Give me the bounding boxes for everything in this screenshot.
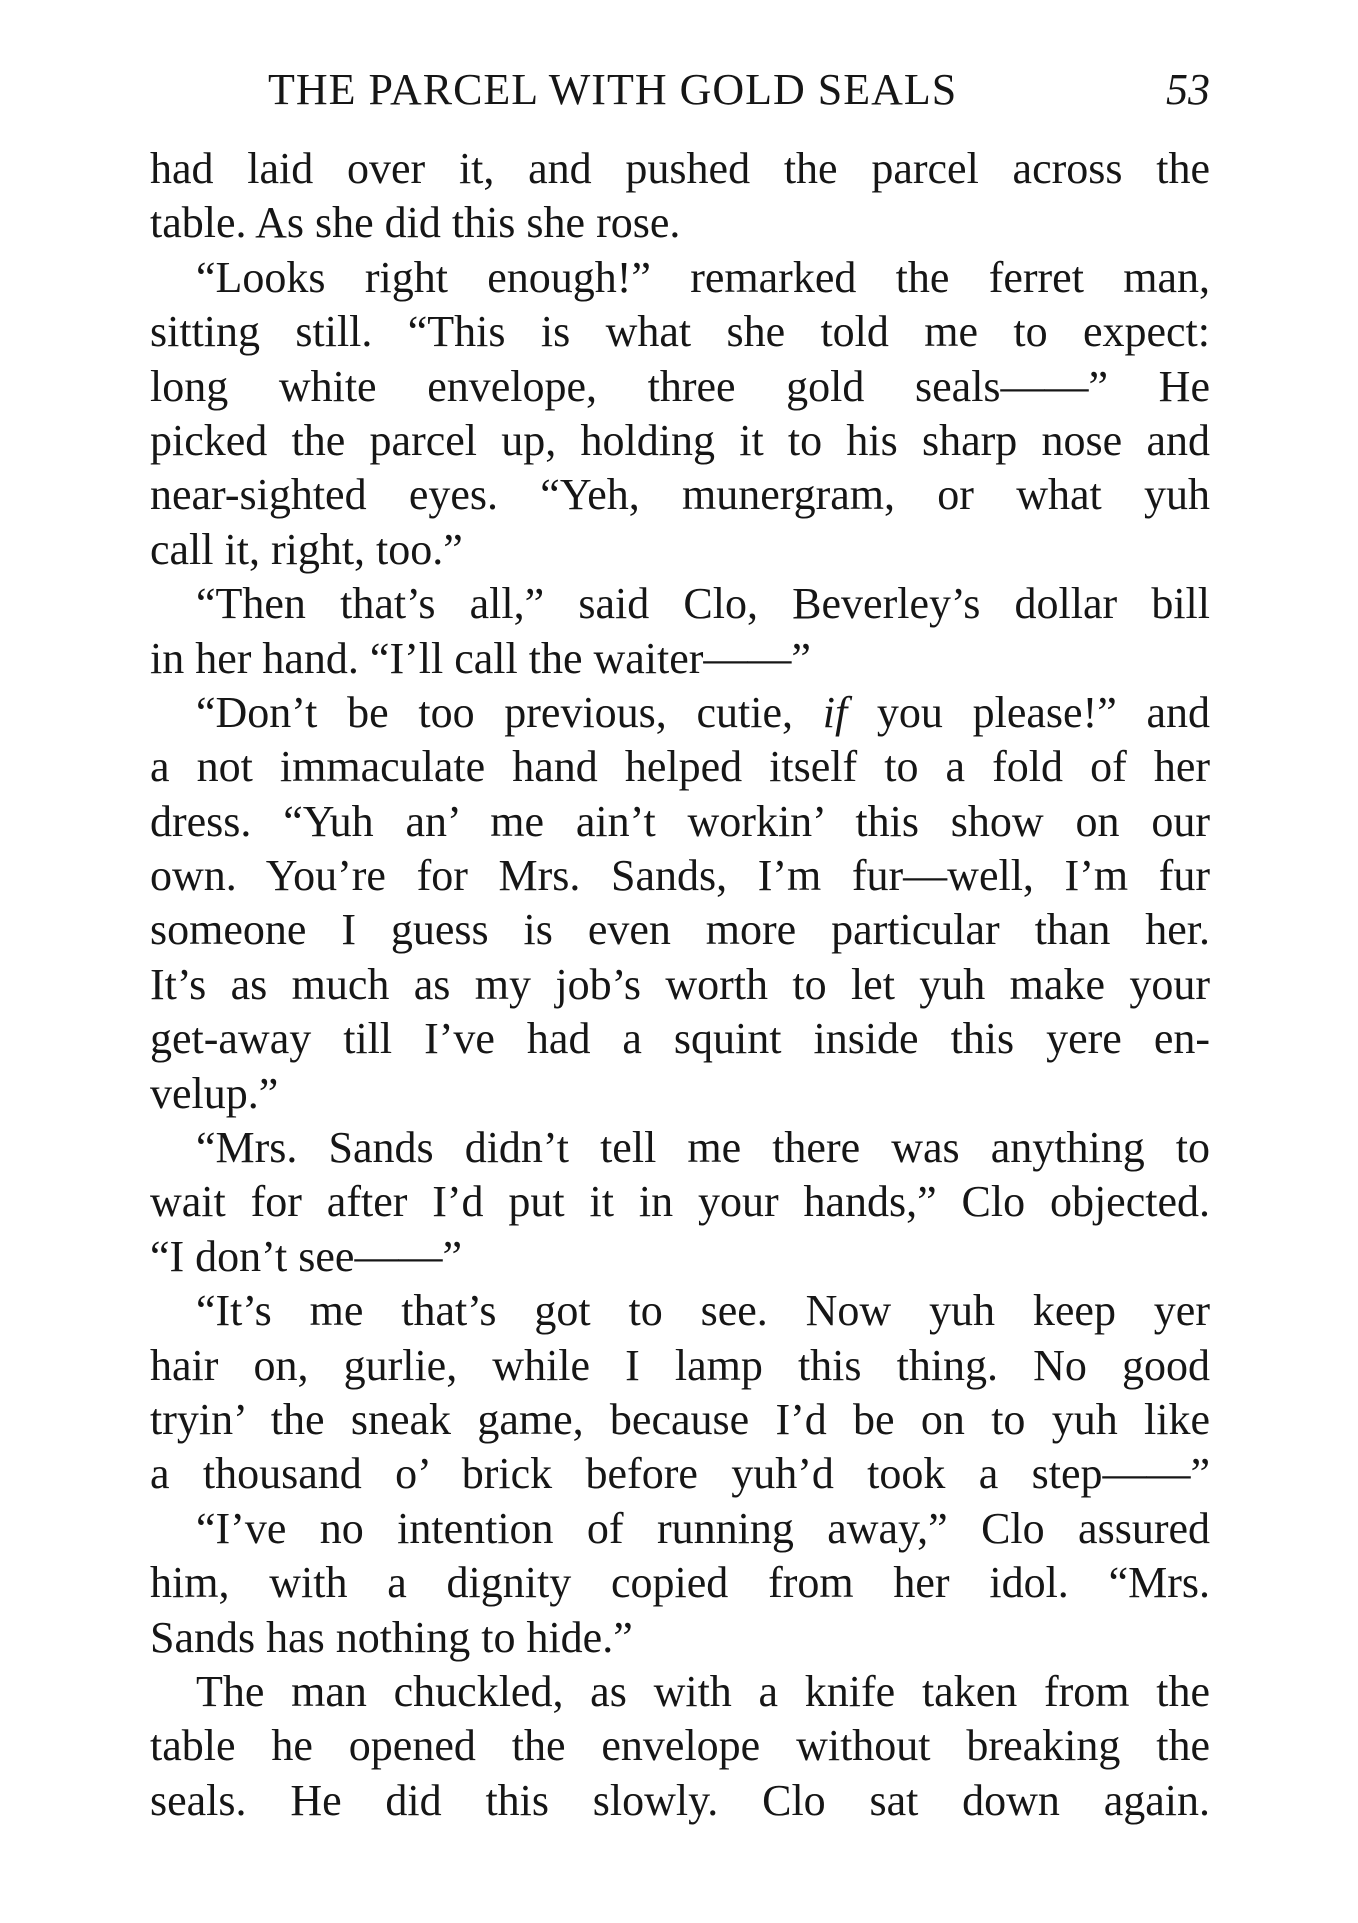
text-line: The man chuckled, as with a knife taken from the bbox=[196, 1666, 1210, 1716]
italic-word: if bbox=[822, 687, 848, 737]
text-line: had laid over it, and pushed the parcel across the bbox=[150, 144, 1210, 193]
text-line: seals. He did this slowly. Clo sat down again. bbox=[150, 1775, 1210, 1825]
text-line: wait for after I’d put it in your hands,” Clo objected. bbox=[150, 1177, 1210, 1227]
text-line: dress. “Yuh an’ me ain’t workin’ this show on our bbox=[150, 796, 1210, 846]
page-number: 53 bbox=[1166, 65, 1210, 114]
text-line: It’s as much as my job’s worth to let yuh make your bbox=[150, 959, 1210, 1009]
text-line: call it, right, too.” bbox=[150, 524, 463, 574]
text-segment: you please!” and bbox=[876, 687, 1210, 737]
text-line: near-sighted eyes. “Yeh, munergram, or what yuh bbox=[150, 470, 1210, 520]
text-line: “I’ve no intention of running away,” Clo assured bbox=[196, 1503, 1210, 1553]
text-line: table he opened the envelope without breaking the bbox=[150, 1721, 1210, 1771]
text-line: picked the parcel up, holding it to his sharp nose and bbox=[150, 415, 1210, 465]
text-line: a thousand o’ brick before yuh’d took a step——” bbox=[150, 1449, 1210, 1499]
text-segment: “Don’t be too previous, cutie, bbox=[196, 687, 794, 737]
text-line: in her hand. “I’ll call the waiter——” bbox=[150, 633, 811, 683]
text-line: table. As she did this she rose. bbox=[150, 198, 681, 248]
text-line: sitting still. “This is what she told me to expect: bbox=[150, 307, 1210, 357]
text-line: own. You’re for Mrs. Sands, I’m fur—well, I’m fur bbox=[150, 851, 1210, 901]
text-line: Sands has nothing to hide.” bbox=[150, 1612, 633, 1662]
text-line: long white envelope, three gold seals——” He bbox=[150, 361, 1210, 411]
text-line: “Mrs. Sands didn’t tell me there was anything to bbox=[196, 1123, 1210, 1173]
text-line: hair on, gurlie, while I lamp this thing. No good bbox=[150, 1340, 1210, 1390]
page-header bbox=[150, 60, 1210, 120]
text-line: “Looks right enough!” remarked the ferret man, bbox=[196, 252, 1210, 302]
running-title: THE PARCEL WITH GOLD SEALS bbox=[268, 65, 958, 114]
text-line: tryin’ the sneak game, because I’d be on to yuh like bbox=[150, 1394, 1210, 1444]
text-line: “Then that’s all,” said Clo, Beverley’s dollar bill bbox=[196, 579, 1210, 629]
text-line: velup.” bbox=[150, 1068, 279, 1118]
text-line: “I don’t see——” bbox=[150, 1231, 462, 1281]
text-line: “It’s me that’s got to see. Now yuh keep yer bbox=[196, 1286, 1210, 1336]
text-line: a not immaculate hand helped itself to a fold of her bbox=[150, 742, 1210, 792]
text-line: get-away till I’ve had a squint inside this yere en- bbox=[150, 1014, 1210, 1064]
text-line: someone I guess is even more particular than her. bbox=[150, 905, 1210, 955]
text-line bbox=[150, 686, 1210, 740]
body-text bbox=[150, 142, 1210, 1828]
text-line: him, with a dignity copied from her idol. “Mrs. bbox=[150, 1558, 1210, 1608]
